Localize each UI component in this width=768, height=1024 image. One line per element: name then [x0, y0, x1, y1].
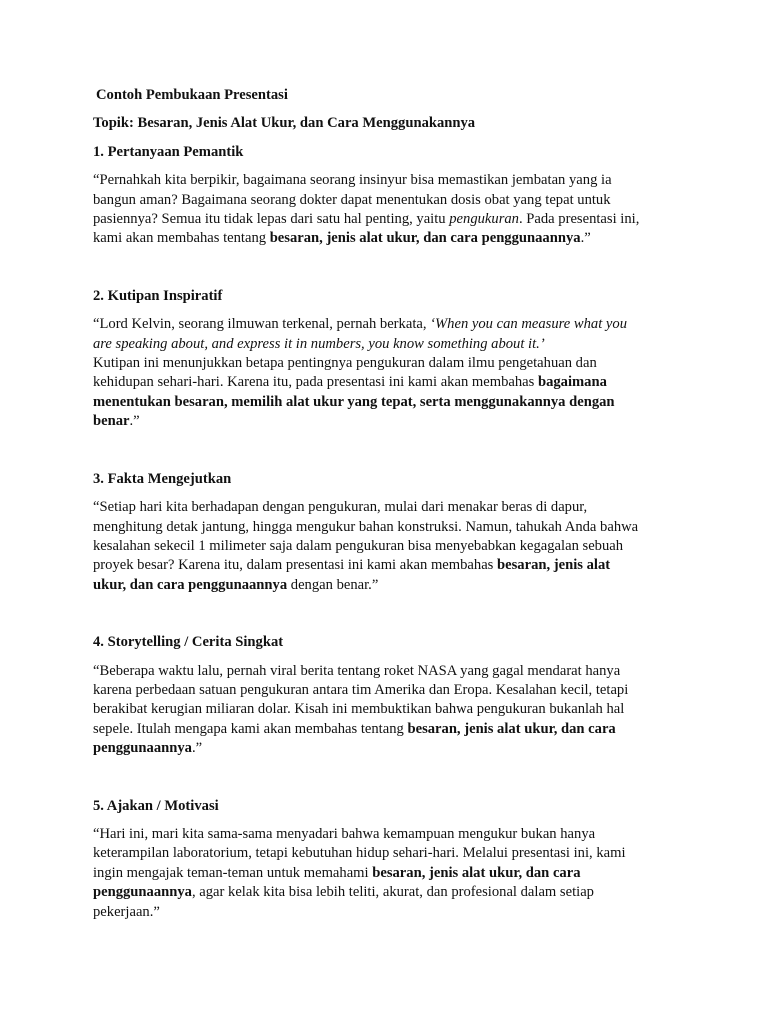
paragraph-line — [93, 739, 683, 758]
text-run: “Pernahkah kita berpikir, bagaimana seorang insinyur bisa memastikan jembatan yang ia — [93, 172, 612, 189]
text-run: menghitung detak jantung, hingga mengukur bahan konstruksi. Namun, tahukah Anda bahwa — [93, 518, 639, 535]
text-run: kami akan membahas tentang — [93, 230, 270, 247]
text-run: , agar kelak kita bisa lebih teliti, akurat, dan profesional dalam setiap — [191, 884, 594, 901]
paragraph-line — [93, 315, 683, 334]
text-run: proyek besar? Karena itu, dalam presentasi ini kami akan membahas — [93, 557, 498, 574]
text-run: .” — [191, 740, 203, 757]
text-run: ingin mengajak teman-teman untuk memahami — [93, 864, 373, 881]
section-spacer — [93, 595, 683, 633]
text-run: kesalahan sekecil 1 milimeter saja dalam pengukuran bisa menyebabkan kegagalan sebuah — [93, 537, 624, 554]
paragraph-line — [93, 883, 683, 902]
document-page — [93, 86, 683, 922]
text-run: karena perbedaan satuan pengukuran antara tim Amerika dan Eropa. Kesalahan kecil, tetapi — [93, 681, 629, 698]
text-run: “Setiap hari kita berhadapan dengan pengukuran, mulai dari menakar beras di dapur, — [93, 499, 588, 516]
text-run: dengan benar.” — [287, 576, 379, 593]
text-run: besaran, jenis alat ukur, dan cara — [407, 720, 616, 737]
section-paragraph — [93, 825, 683, 922]
text-run: bangun aman? Bagaimana seorang dokter dapat menentukan dosis obat yang tepat untuk — [93, 191, 611, 208]
paragraph-line — [93, 518, 683, 537]
paragraph-line — [93, 825, 683, 844]
document-topic: Topik: Besaran, Jenis Alat Ukur, dan Cara Menggunakannya — [93, 115, 476, 132]
paragraph-line — [93, 373, 683, 392]
paragraph-line — [93, 720, 683, 739]
text-run: pekerjaan.” — [93, 903, 160, 920]
text-run: pengukuran — [449, 211, 519, 228]
paragraph-line — [93, 229, 683, 248]
text-run: ukur, dan cara penggunaannya — [93, 576, 288, 593]
section-4 — [93, 633, 683, 758]
section-heading: 3. Fakta Mengejutkan — [93, 470, 232, 487]
paragraph-line — [93, 335, 683, 354]
paragraph-line — [93, 412, 683, 431]
section-heading: 5. Ajakan / Motivasi — [93, 797, 219, 814]
text-run: penggunaannya — [93, 740, 192, 757]
paragraph-line — [93, 498, 683, 517]
text-run: . Pada presentasi ini, — [518, 211, 640, 228]
text-run: besaran, jenis alat ukur, dan cara — [372, 864, 581, 881]
section-spacer — [93, 759, 683, 797]
text-run: “Lord Kelvin, seorang ilmuwan terkenal, pernah berkata, — [93, 316, 431, 333]
text-run: ‘When you can measure what you — [430, 316, 627, 333]
paragraph-line — [93, 903, 683, 922]
section-paragraph — [93, 171, 683, 249]
section-1 — [93, 143, 683, 249]
text-run: are speaking about, and express it in numbers, you know something about it.’ — [93, 335, 545, 352]
section-heading: 2. Kutipan Inspiratif — [93, 287, 223, 304]
section-2 — [93, 287, 683, 432]
text-run: benar — [93, 413, 130, 430]
text-run: bagaimana — [537, 374, 607, 391]
paragraph-line — [93, 556, 683, 575]
text-run: berakibat kerugian miliaran dolar. Kisah ini membuktikan bahwa pengukuran bukanlah hal — [93, 701, 625, 718]
section-spacer — [93, 249, 683, 287]
section-paragraph — [93, 498, 683, 595]
paragraph-line — [93, 844, 683, 863]
paragraph-line — [93, 354, 683, 373]
text-run: pasiennya? Semua itu tidak lepas dari satu hal penting, yaitu — [93, 211, 450, 228]
section-heading: 4. Storytelling / Cerita Singkat — [93, 634, 284, 651]
text-run: .” — [580, 230, 591, 247]
paragraph-line — [93, 681, 683, 700]
text-run: .” — [129, 413, 140, 430]
text-run: “Hari ini, mari kita sama-sama menyadari bahwa kemampuan mengukur bukan hanya — [93, 825, 596, 842]
text-run: sepele. Itulah mengapa kami akan membahas tentang — [93, 720, 408, 737]
paragraph-line — [93, 576, 683, 595]
paragraph-line — [93, 864, 683, 883]
paragraph-line — [93, 662, 683, 681]
text-run: penggunaannya — [93, 884, 192, 901]
paragraph-line — [93, 191, 683, 210]
section-heading: 1. Pertanyaan Pemantik — [93, 143, 244, 160]
section-5 — [93, 797, 683, 922]
paragraph-line — [93, 700, 683, 719]
text-run: menentukan besaran, memilih alat ukur yang tepat, serta menggunakannya dengan — [93, 393, 615, 410]
text-run: Kutipan ini menunjukkan betapa pentingnya pengukuran dalam ilmu pengetahuan dan — [93, 355, 597, 372]
section-paragraph — [93, 662, 683, 759]
section-spacer — [93, 432, 683, 470]
text-run: keterampilan laboratorium, tetapi kebutuhan hidup sehari-hari. Melalui presentasi ini, kami — [93, 845, 626, 862]
paragraph-line — [93, 210, 683, 229]
paragraph-line — [93, 171, 683, 190]
paragraph-line — [93, 537, 683, 556]
sections-container — [93, 143, 683, 922]
text-run: “Beberapa waktu lalu, pernah viral berita tentang roket NASA yang gagal mendarat hanya — [93, 662, 621, 679]
text-run: besaran, jenis alat ukur, dan cara penggunaannya — [269, 230, 581, 247]
section-3 — [93, 470, 683, 595]
paragraph-line — [93, 393, 683, 412]
text-run: besaran, jenis alat — [497, 557, 611, 574]
section-paragraph — [93, 315, 683, 431]
document-title: Contoh Pembukaan Presentasi — [96, 87, 288, 103]
text-run: kehidupan sehari-hari. Karena itu, pada presentasi ini kami akan membahas — [93, 374, 538, 391]
